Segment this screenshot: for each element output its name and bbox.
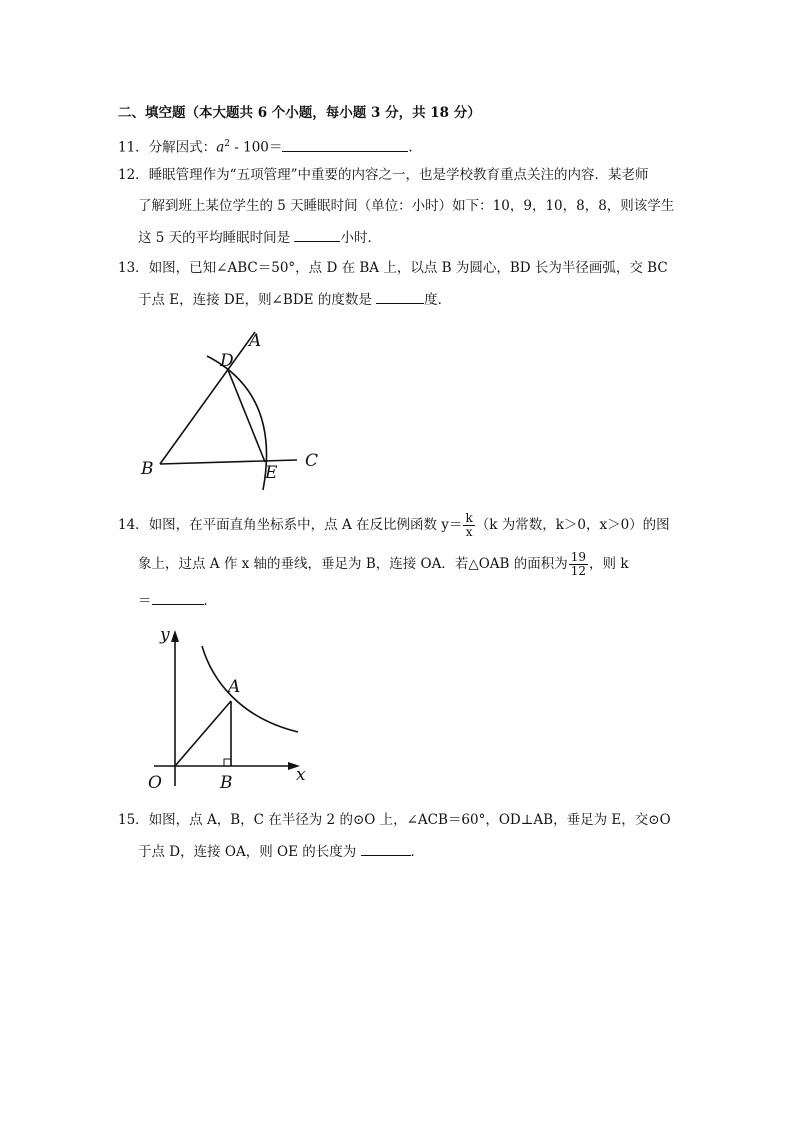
- question-number: 14．: [118, 517, 149, 533]
- question-number: 15．: [118, 812, 149, 828]
- label-c: C: [305, 451, 319, 471]
- fraction-denominator: x: [465, 525, 473, 539]
- exponent: 2: [224, 139, 230, 149]
- label-a: A: [228, 677, 241, 697]
- arc-de: [207, 356, 267, 490]
- label-b: B: [141, 459, 154, 479]
- label-a: A: [249, 331, 262, 351]
- right-angle-mark: [224, 759, 231, 766]
- label-b: B: [220, 773, 233, 793]
- section-heading: 二、填空题（本大题共 6 个小题，每小题 3 分，共 18 分）: [118, 105, 481, 121]
- label-y: y: [160, 625, 170, 645]
- question-text-end: ．: [410, 844, 425, 860]
- fraction-k-over-x: [463, 512, 474, 539]
- question-text: 分解因式：: [148, 139, 217, 156]
- question-15-line-1: [118, 810, 671, 830]
- answer-blank-11[interactable]: [282, 137, 408, 152]
- question-text: 这 5 天的平均睡眠时间是: [138, 230, 295, 246]
- question-text: 于点 D，连接 OA，则 OE 的长度为: [138, 844, 361, 860]
- question-14-line-2: [138, 551, 629, 578]
- label-o: O: [148, 773, 162, 793]
- question-13-line-2: [138, 289, 451, 310]
- figure-14: [140, 618, 320, 798]
- question-number: 11．: [118, 139, 149, 156]
- question-14-line-1: [118, 512, 670, 539]
- answer-blank-15[interactable]: [361, 841, 411, 856]
- question-11: [118, 134, 413, 158]
- question-number: 13．: [118, 260, 149, 276]
- question-12-line-1: [118, 165, 649, 185]
- answer-blank-12[interactable]: [294, 227, 340, 242]
- question-text: 象上，过点 A 作 x 轴的垂线，垂足为 B，连接 OA．若△OAB 的面积为: [138, 556, 568, 572]
- question-number: 12．: [118, 167, 149, 183]
- question-14-line-3: [138, 590, 217, 611]
- question-end: .: [408, 139, 413, 156]
- question-text-end: 度．: [424, 292, 452, 308]
- answer-blank-14[interactable]: [152, 590, 204, 605]
- question-13-line-1: [118, 258, 668, 278]
- label-d: D: [220, 351, 234, 371]
- answer-blank-13[interactable]: [376, 289, 424, 304]
- question-12-line-3: [138, 227, 381, 248]
- fraction-denominator: 12: [570, 564, 587, 578]
- question-text-end: ．: [203, 593, 217, 609]
- question-12-line-2: 了解到班上某位学生的 5 天睡眠时间（单位：小时）如下：10，9，10，8，8，则该学生: [138, 198, 675, 214]
- label-x: x: [296, 765, 306, 785]
- question-text: 于点 E，连接 DE，则∠BDE 的度数是: [138, 292, 377, 308]
- fraction-area: [569, 551, 588, 578]
- question-15-line-2: [138, 841, 424, 862]
- question-text: ＝: [138, 593, 152, 609]
- question-text: 睡眠管理作为“五项管理”中重要的内容之一，也是学校教育重点关注的内容．某老师: [148, 167, 649, 183]
- fraction-numerator: k: [465, 511, 473, 525]
- segment-de: [228, 370, 265, 462]
- figure-13: [135, 320, 335, 498]
- y-axis-arrow-icon: [171, 630, 179, 642]
- question-text-end: 小时．: [340, 230, 381, 246]
- question-text-rest: - 100＝: [229, 139, 283, 156]
- question-text: 如图，在平面直角坐标系中，点 A 在反比例函数 y＝: [148, 517, 463, 533]
- question-text: 如图，点 A，B，C 在半径为 2 的⊙O 上，∠ACB＝60°，OD⊥AB，垂足为 E，交⊙O: [148, 812, 671, 828]
- variable-a: a: [216, 139, 225, 156]
- question-text: （k 为常数，k＞0，x＞0）的图: [475, 517, 670, 533]
- ray-ba: [160, 332, 255, 464]
- question-text: ，则 k: [589, 556, 629, 572]
- question-text: 如图，已知∠ABC＝50°，点 D 在 BA 上，以点 B 为圆心，BD 长为半径画弧，交 BC: [148, 260, 668, 276]
- segment-oa: [175, 701, 231, 766]
- label-e: E: [265, 463, 278, 483]
- fraction-numerator: 19: [570, 550, 587, 564]
